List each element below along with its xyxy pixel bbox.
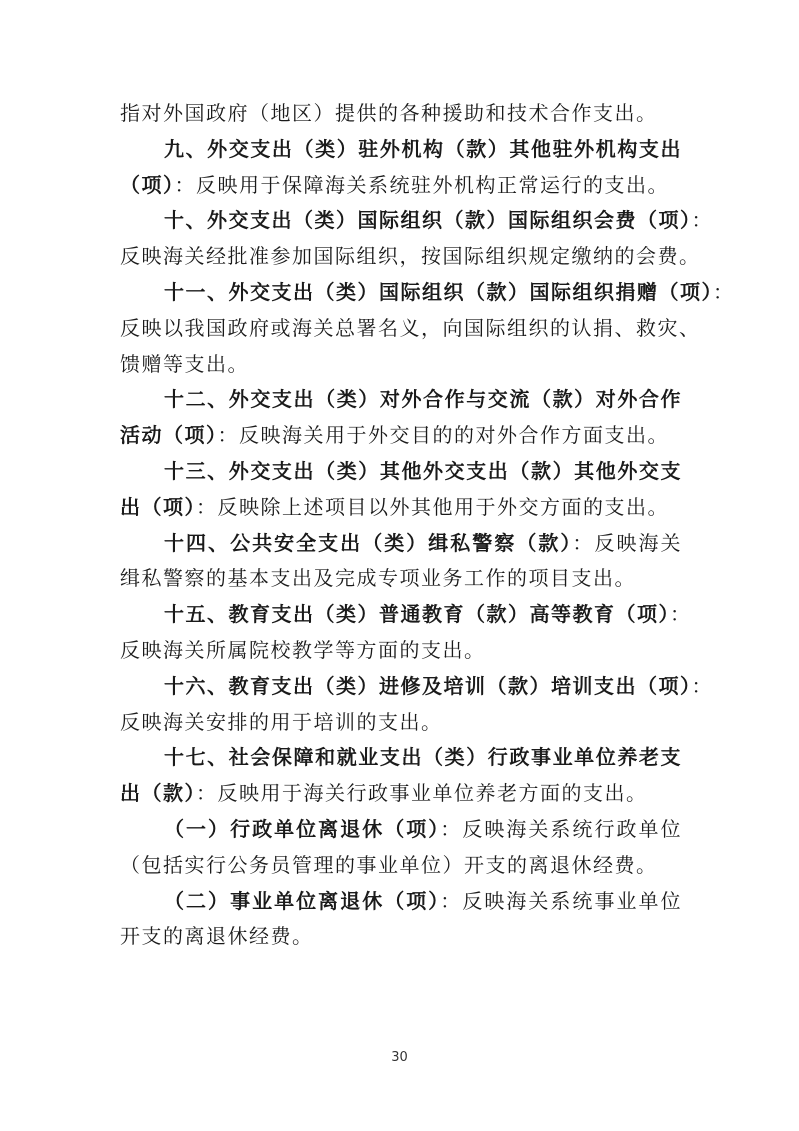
paragraph-text: 反映海关安排的用于培训的支出。 — [120, 709, 443, 734]
paragraph-heading: 十四、公共安全支出（类）缉私警察（款） — [164, 530, 573, 555]
paragraph — [120, 740, 682, 812]
paragraph — [120, 454, 682, 526]
text-line — [120, 919, 682, 955]
paragraph-text: ：反映海关用于外交目的的对外合作方面支出。 — [217, 423, 669, 448]
paragraph-text: 指对外国政府（地区）提供的各种援助和技术合作支出。 — [120, 101, 658, 125]
paragraph-heading: （二）事业单位离退休（项） — [164, 888, 441, 913]
paragraph-text: 开支的离退休经费。 — [120, 924, 314, 949]
paragraph-text: 馈赠等支出。 — [120, 351, 249, 376]
paragraph-heading: 十、外交支出（类）国际组织（款）国际组织会费（项） — [164, 208, 692, 233]
paragraph-heading: 十二、外交支出（类）对外合作与交流（款）对外合作 — [164, 387, 682, 412]
text-line — [120, 669, 713, 705]
paragraph-text: ：反映除上述项目以外其他用于外交方面的支出。 — [196, 494, 669, 519]
text-line — [120, 275, 735, 311]
text-line — [120, 454, 682, 490]
paragraph-text: ：反映海关系统事业单位 — [440, 888, 683, 913]
paragraph — [120, 526, 682, 598]
text-line — [120, 311, 701, 347]
text-line — [120, 705, 682, 741]
text-line — [120, 382, 682, 418]
paragraph — [120, 132, 682, 204]
document-body — [120, 96, 735, 955]
paragraph-heading: 九、外交支出（类）驻外机构（款）其他驻外机构支出 — [164, 136, 682, 161]
paragraph — [120, 812, 682, 884]
text-line — [120, 633, 682, 669]
paragraph — [120, 597, 692, 669]
text-line — [120, 848, 682, 884]
paragraph-heading: 十三、外交支出（类）其他外交支出（款）其他外交支 — [164, 458, 682, 483]
text-line — [120, 168, 682, 204]
paragraph-heading: 出（款） — [120, 781, 196, 806]
text-line — [120, 490, 682, 526]
text-line — [120, 776, 682, 812]
paragraph-text: ：反映用于保障海关系统驻外机构正常运行的支出。 — [174, 172, 669, 197]
paragraph — [120, 382, 682, 454]
paragraph-text: （包括实行公务员管理的事业单位）开支的离退休经费。 — [120, 852, 658, 877]
text-line — [120, 132, 682, 168]
text-line — [120, 812, 682, 848]
paragraph — [120, 275, 735, 382]
text-line — [120, 884, 682, 920]
paragraph-heading: （一）行政单位离退休（项） — [164, 816, 441, 841]
text-line — [120, 347, 682, 383]
text-line — [120, 597, 692, 633]
text-line — [120, 561, 682, 597]
paragraph-text: 反映海关所属院校教学等方面的支出。 — [120, 637, 486, 662]
text-line — [120, 239, 701, 275]
paragraph-heading: （项） — [120, 172, 175, 197]
paragraph — [120, 884, 682, 956]
paragraph-text: 反映以我国政府或海关总署名义，向国际组织的认捐、救灾、 — [120, 315, 701, 340]
text-line — [120, 526, 682, 562]
paragraph — [120, 669, 713, 741]
paragraph-heading: 十六、教育支出（类）进修及培训（款）培训支出（项） — [164, 673, 692, 698]
page-number: 30 — [391, 1050, 408, 1065]
text-line — [120, 203, 713, 239]
paragraph-text: ：反映海关 — [572, 530, 683, 555]
paragraph — [120, 203, 713, 275]
paragraph-text: ： — [713, 279, 735, 304]
paragraph-text: 反映海关经批准参加国际组织，按国际组织规定缴纳的会费。 — [120, 244, 701, 269]
paragraph-text: ： — [670, 602, 692, 627]
paragraph-text: ：反映用于海关行政事业单位养老方面的支出。 — [196, 781, 648, 806]
text-line — [120, 96, 682, 132]
paragraph-heading: 十一、外交支出（类）国际组织（款）国际组织捐赠（项） — [164, 279, 713, 304]
paragraph-heading: 活动（项） — [120, 423, 218, 448]
paragraph-text: 缉私警察的基本支出及完成专项业务工作的项目支出。 — [120, 566, 636, 591]
text-line — [120, 740, 682, 776]
paragraph-heading: 十七、社会保障和就业支出（类）行政事业单位养老支 — [164, 745, 682, 770]
paragraph-heading: 十五、教育支出（类）普通教育（款）高等教育（项） — [164, 602, 670, 627]
paragraph-text: ：反映海关系统行政单位 — [440, 816, 683, 841]
paragraph-text: ： — [691, 673, 713, 698]
paragraph — [120, 96, 682, 132]
paragraph-heading: 出（项） — [120, 494, 196, 519]
paragraph-text: ： — [691, 208, 713, 233]
text-line — [120, 418, 682, 454]
